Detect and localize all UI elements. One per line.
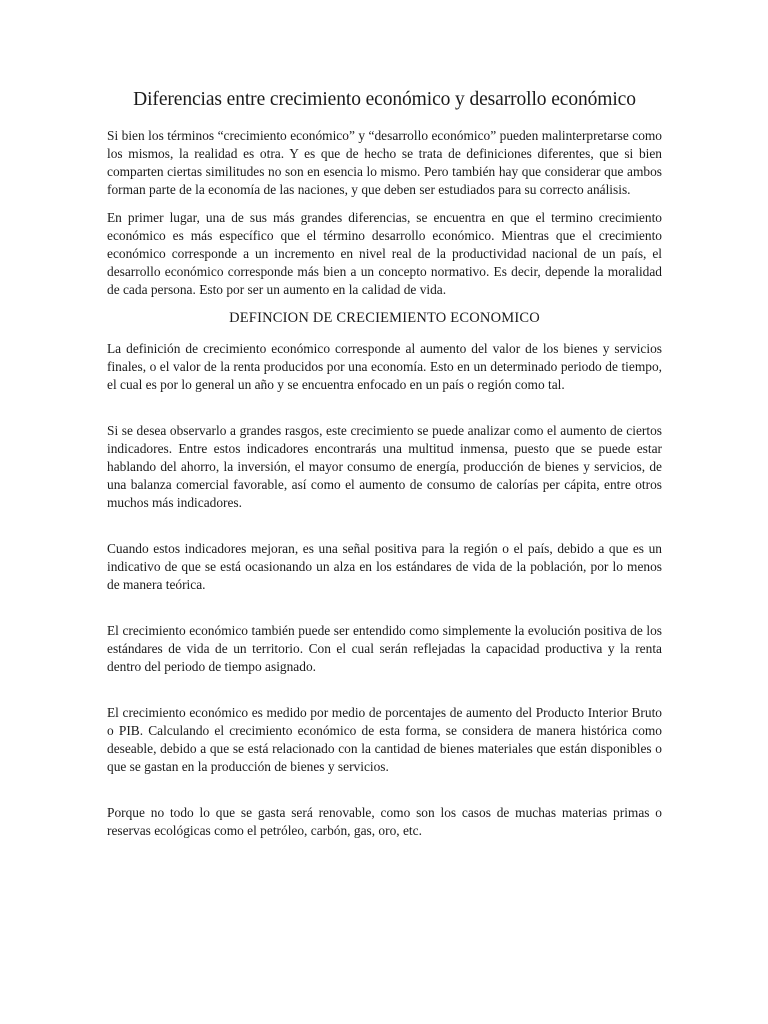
paragraph: En primer lugar, una de sus más grandes diferencias, se encuentra en que el termino crecimiento económico es más específico que el término desarrollo económico. Mientras que el crecimiento económico corresponde a un incremento en nivel real de la productividad nacional de un país, el desarrollo económico corresponde más bien a un concepto normativo. Es decir, depende la moralidad de cada persona. Esto por ser un aumento en la calidad de vida.	[107, 210, 662, 298]
paragraph: El crecimiento económico es medido por medio de porcentajes de aumento del Producto Interior Bruto o PIB. Calculando el crecimiento económico de esta forma, se considera de manera histórica como deseable, debido a que se está relacionado con la cantidad de bienes materiales que están disponibles o que se gastan en la producción de bienes y servicios.	[107, 705, 662, 775]
paragraph: El crecimiento económico también puede ser entendido como simplemente la evolución positiva de los estándares de vida de un territorio. Con el cual serán reflejadas la capacidad productiva y la renta dentro del periodo de tiempo asignado.	[107, 623, 662, 675]
document-title: Diferencias entre crecimiento económico y desarrollo económico	[133, 89, 636, 110]
paragraph: Si se desea observarlo a grandes rasgos, este crecimiento se puede analizar como el aumento de ciertos indicadores. Entre estos indicadores encontrarás una multitud inmensa, puesto que se puede estar hablando del ahorro, la inversión, el mayor consumo de energía, producción de bienes y servicios, de una balanza comercial favorable, así como el aumento de consumo de calorías per cápita, entre otros muchos más indicadores.	[107, 423, 662, 511]
paragraph: Cuando estos indicadores mejoran, es una señal positiva para la región o el país, debido a que es un indicativo de que se está ocasionando un alza en los estándares de vida de la población, por lo menos de manera teórica.	[107, 541, 662, 593]
paragraph: La definición de crecimiento económico corresponde al aumento del valor de los bienes y servicios finales, o el valor de la renta producidos por una economía. Esto en un determinado periodo de tiempo, el cual es por lo general un año y se encuentra enfocado en un país o región como tal.	[107, 341, 662, 393]
document-page	[107, 88, 662, 840]
paragraph: Si bien los términos “crecimiento económico” y “desarrollo económico” pueden malinterpretarse como los mismos, la realidad es otra. Y es que de hecho se trata de definiciones diferentes, que si bien comparten ciertas similitudes no son en esencia lo mismo. Pero también hay que considerar que ambos forman parte de la economía de las naciones, y que deben ser estudiados para su correcto análisis.	[107, 128, 662, 198]
paragraph: Porque no todo lo que se gasta será renovable, como son los casos de muchas materias primas o reservas ecológicas como el petróleo, carbón, gas, oro, etc.	[107, 805, 662, 839]
section-heading: DEFINCION DE CRECIEMIENTO ECONOMICO	[229, 310, 540, 327]
